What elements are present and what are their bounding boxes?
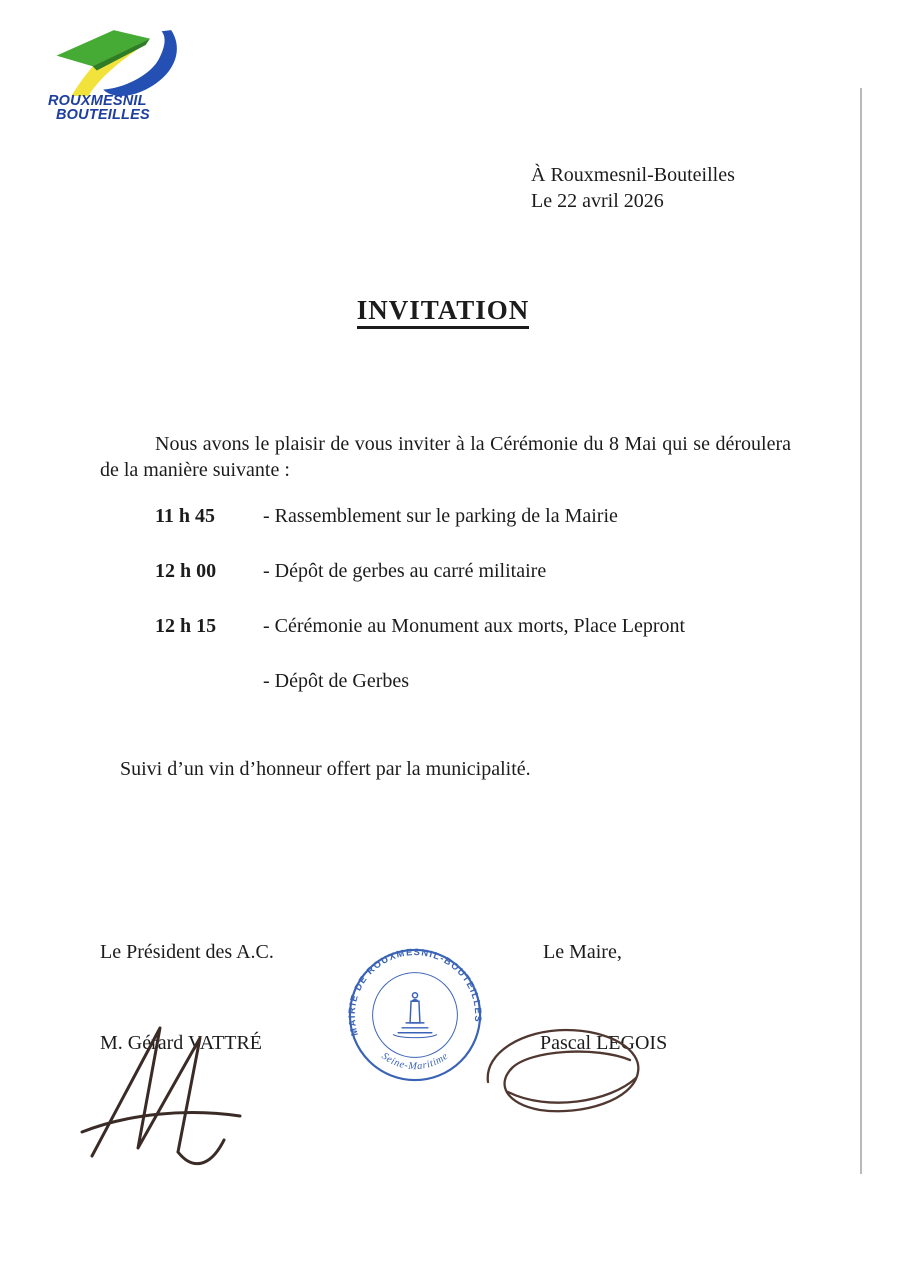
- schedule-item: - Cérémonie au Monument aux morts, Place Lepront: [263, 615, 686, 637]
- place-line: À Rouxmesnil-Bouteilles: [531, 164, 735, 186]
- schedule-time: 12 h 00: [155, 560, 217, 582]
- signature-role-right: Le Maire,: [543, 941, 622, 963]
- signature-name-right: Pascal LEGOIS: [540, 1032, 668, 1054]
- schedule-item: - Rassemblement sur le parking de la Mairie: [263, 505, 618, 527]
- commune-logo-text: [48, 94, 198, 122]
- logo-text-line1: ROUXMESNIL: [48, 93, 147, 109]
- schedule-time: [155, 668, 263, 694]
- schedule-row: [155, 668, 685, 694]
- closing-line: Suivi d’un vin d’honneur offert par la municipalité.: [120, 758, 531, 780]
- schedule-time: 12 h 15: [155, 615, 217, 637]
- commune-logo: [48, 28, 198, 122]
- schedule-item: - Dépôt de gerbes au carré militaire: [263, 560, 547, 582]
- scan-artifact-line: [860, 88, 862, 1174]
- mairie-stamp: [346, 946, 484, 1084]
- date-line: Le 22 avril 2026: [531, 190, 664, 212]
- schedule-row: [155, 558, 685, 584]
- stamp-ring-text: MAIRIE DE ROUXMESNIL-BOUTEILLES: [346, 947, 484, 1038]
- schedule-time: 11 h 45: [155, 505, 216, 527]
- stamp-monument-icon: [393, 993, 436, 1038]
- signature-left-ink: [80, 1018, 263, 1190]
- signature-right-ink: [478, 1020, 656, 1128]
- schedule-row: [155, 503, 685, 529]
- svg-text:Seine-Maritime: [379, 1051, 450, 1072]
- signature-role-left: Le Président des A.C.: [100, 941, 274, 963]
- schedule-row: [155, 613, 685, 639]
- commune-logo-icon: [48, 28, 186, 96]
- schedule-item: - Dépôt de Gerbes: [263, 670, 410, 692]
- title-wrap: [0, 295, 886, 326]
- document-title: INVITATION: [357, 295, 530, 329]
- intro-paragraph: Nous avons le plaisir de vous inviter à la Cérémonie du 8 Mai qui se déroulera de la manière suivante :: [100, 433, 791, 481]
- dateline: [531, 162, 735, 214]
- stamp-bottom-text: Seine-Maritime: [379, 1050, 451, 1073]
- logo-text-line2: BOUTEILLES: [56, 107, 150, 123]
- signature-name-left: M. Gérard VATTRÉ: [100, 1032, 263, 1054]
- schedule-list: [155, 503, 685, 723]
